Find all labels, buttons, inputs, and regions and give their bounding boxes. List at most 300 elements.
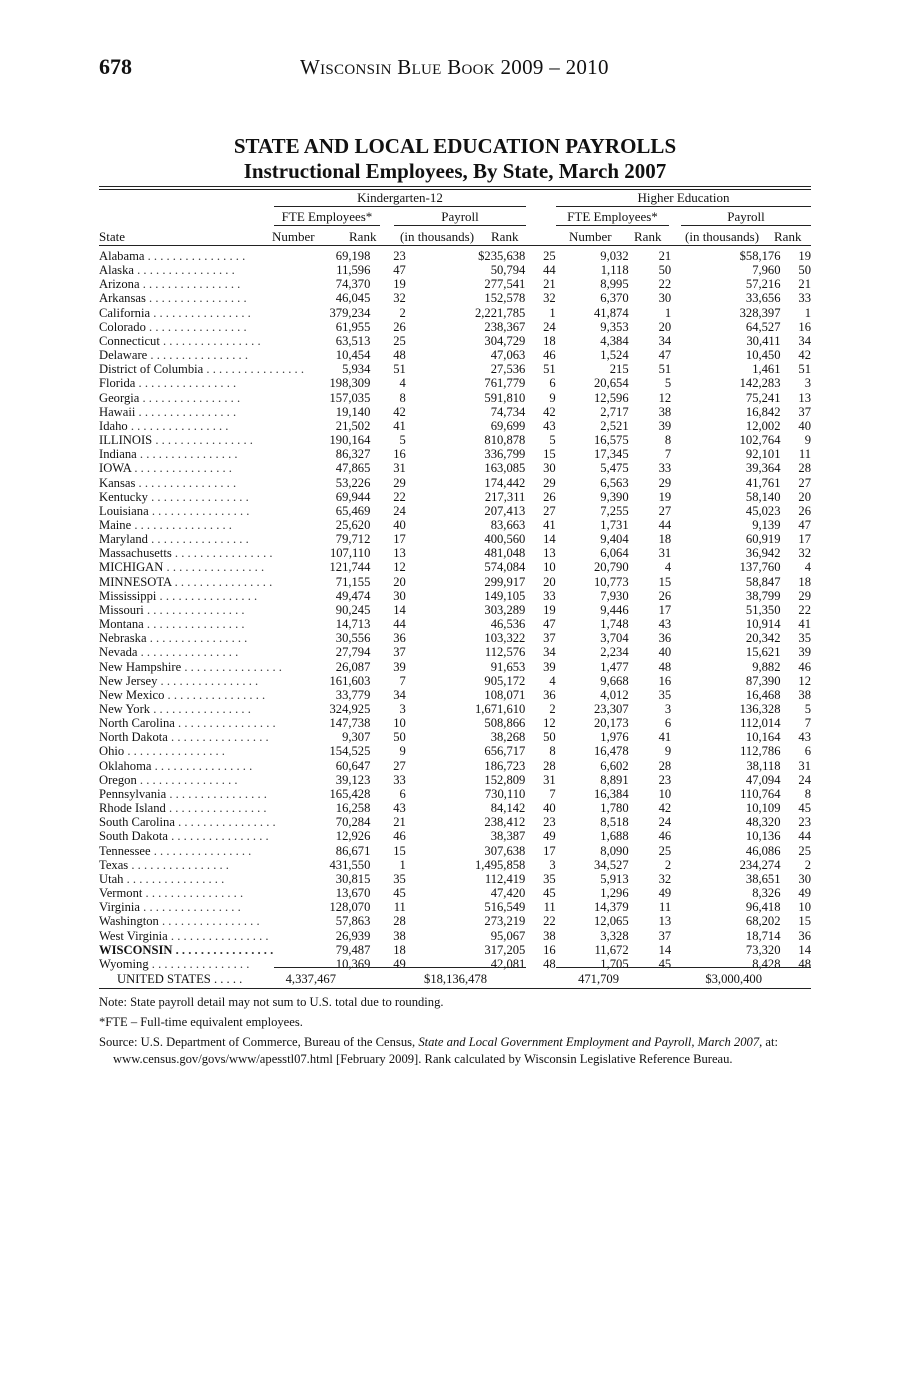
state-label: Arkansas: [99, 291, 146, 306]
cell-value: 32: [658, 871, 672, 886]
cell-value: 656,717: [484, 744, 526, 759]
cell-value: 11: [659, 900, 672, 915]
cell-value: 32: [543, 291, 556, 306]
leader-dots: . . . . . . . . . . . . . . . .: [158, 914, 260, 929]
cell-value: 38: [543, 928, 556, 943]
cell-value: 18: [658, 532, 672, 547]
cell-value: 14,713: [335, 617, 371, 632]
cell-value: 14: [543, 532, 556, 547]
cell-value: 50: [543, 730, 556, 745]
cell-value: 9,139: [752, 517, 781, 532]
cell-value: 15: [393, 843, 406, 858]
cell-value: 31: [798, 758, 811, 773]
cell-value: 30,556: [335, 631, 371, 646]
note-source: [99, 1034, 811, 1068]
cell-value: 304,729: [484, 333, 526, 348]
leader-dots: . . . . . . . . . . . . . . . .: [136, 447, 238, 462]
cell-value: 42: [658, 801, 672, 816]
cell-value: 30: [798, 871, 811, 886]
cell-value: 2,234: [600, 645, 629, 660]
cell-value: 79,487: [335, 942, 371, 957]
cell-value: 17,345: [593, 447, 629, 462]
table-row: [99, 716, 811, 730]
running-head-w-rest: isconsin: [320, 55, 392, 79]
cell-value: 8: [664, 433, 672, 448]
state-label: Georgia: [99, 390, 140, 405]
col-k12-rank: Rank: [349, 229, 377, 244]
table-row: [99, 546, 811, 560]
table-row: [99, 263, 811, 277]
he-payroll-underline: [681, 225, 811, 226]
state-name: [99, 801, 307, 815]
cell-value: 142,283: [739, 376, 781, 391]
note-fte: *FTE – Full-time equivalent employees.: [99, 1015, 303, 1029]
state-name: [99, 773, 307, 787]
state-label: North Dakota: [99, 730, 168, 745]
header-rule: [99, 245, 811, 246]
table-row: [99, 801, 811, 815]
leader-dots: . . . . . . . . . . . . . . . .: [150, 843, 252, 858]
leader-dots: . . . . . . . . . . . . . . . .: [131, 461, 232, 476]
cell-value: 27,536: [490, 362, 526, 377]
cell-value: 41,761: [745, 475, 781, 490]
state-name: [99, 858, 307, 872]
cell-value: 336,799: [484, 447, 526, 462]
cell-value: 28: [543, 758, 556, 773]
cell-value: 49: [393, 956, 406, 971]
cell-value: 299,917: [484, 574, 526, 589]
cell-value: 26: [543, 489, 556, 504]
cell-value: 92,101: [745, 447, 781, 462]
table-row: [99, 631, 811, 645]
leader-dots: . . . . . . . . . . . . . . . .: [140, 900, 241, 915]
cell-value: 9,446: [600, 602, 629, 617]
cell-value: 9,390: [600, 489, 629, 504]
leader-dots: . . . . . . . . . . . . . . . .: [137, 645, 239, 660]
running-head: [300, 55, 609, 80]
state-label: Rhode Island: [99, 801, 166, 816]
cell-value: 10,914: [745, 617, 781, 632]
table-row: [99, 476, 811, 490]
cell-value: 17: [658, 602, 672, 617]
state-name: [99, 844, 307, 858]
cell-value: 42: [393, 404, 406, 419]
cell-value: 20: [393, 574, 406, 589]
cell-value: 431,550: [329, 857, 371, 872]
cell-value: 34: [393, 687, 406, 702]
cell-value: 68,202: [745, 914, 781, 929]
cell-value: 112,576: [484, 645, 526, 660]
cell-value: 9: [804, 433, 811, 448]
cell-value: 761,779: [484, 376, 526, 391]
cell-value: 3: [664, 702, 672, 716]
cell-value: 40: [393, 517, 406, 532]
cell-value: 7: [399, 673, 406, 688]
title-line2: Instructional Employees, By State, March 2007: [243, 159, 667, 183]
cell-value: 71,155: [335, 574, 371, 589]
state-name: [99, 886, 307, 900]
cell-value: 16: [798, 319, 811, 334]
state-name: [99, 631, 307, 645]
source-title: State and Local Government Employment and Payroll, March 2007,: [418, 1035, 763, 1049]
state-name: [99, 702, 307, 716]
cell-value: 51: [543, 362, 556, 377]
leader-dots: . . . . . . . . . . . . . . . .: [147, 489, 249, 504]
state-label: South Dakota: [99, 829, 168, 844]
cell-value: 14: [798, 942, 811, 957]
cell-value: 23: [543, 815, 556, 830]
state-name: [99, 447, 307, 461]
leader-dots: . . . . . . . . . . . . . . . .: [123, 871, 225, 886]
cell-value: 9,307: [342, 730, 371, 745]
cell-value: 45: [658, 956, 672, 971]
cell-value: 30: [543, 461, 556, 476]
leader-dots: . . . . . . . . . . . . . . . .: [147, 348, 248, 363]
cell-value: 22: [393, 489, 406, 504]
he-total-rule: [556, 967, 811, 968]
cell-value: 190,164: [329, 433, 371, 448]
state-name: [99, 362, 307, 376]
leader-dots: . . . . . . . . . . . . . . . .: [174, 716, 276, 731]
table-row: [99, 872, 811, 886]
cell-value: 47: [798, 517, 811, 532]
cell-value: $235,638: [478, 249, 526, 263]
cell-value: 43: [543, 418, 556, 433]
cell-value: 5: [664, 376, 672, 391]
cell-value: 45: [798, 801, 811, 816]
table-row: [99, 688, 811, 702]
state-label: Wyoming: [99, 956, 149, 971]
cell-value: 86,327: [335, 447, 371, 462]
cell-value: 10: [393, 716, 406, 731]
cell-value: 73,320: [745, 942, 781, 957]
cell-value: 21,502: [335, 418, 371, 433]
cell-value: 4: [549, 673, 556, 688]
state-label: Mississippi: [99, 588, 157, 603]
state-name: [99, 249, 307, 263]
cell-value: 1: [549, 305, 556, 320]
cell-value: 1,118: [600, 263, 629, 278]
state-label: Montana: [99, 617, 144, 632]
cell-value: 47,063: [490, 348, 526, 363]
cell-value: 5,934: [342, 362, 371, 377]
cell-value: 36: [658, 631, 672, 646]
state-label: Florida: [99, 376, 136, 391]
cell-value: 57,216: [745, 277, 781, 292]
cell-value: 16: [393, 447, 406, 462]
k12-fte-underline: [274, 225, 380, 226]
cell-value: 10,109: [745, 801, 781, 816]
leader-dots: . . . . . . . . . . . . . . . .: [150, 702, 251, 716]
cell-value: 17: [543, 843, 556, 858]
state-name: [99, 291, 307, 305]
table-row: [99, 405, 811, 419]
cell-value: 8,090: [600, 843, 629, 858]
table-row: [99, 249, 811, 263]
leader-dots: . . . . . . . . . . . . . . . .: [146, 631, 248, 646]
cell-value: 112,786: [740, 744, 781, 759]
running-head-b2-rest: ook: [461, 55, 495, 79]
state-label: Kansas: [99, 475, 136, 490]
cell-value: 38: [798, 687, 811, 702]
state-name: [99, 560, 307, 574]
cell-value: 33,656: [745, 291, 781, 306]
cell-value: 96,418: [745, 900, 781, 915]
cell-value: 10: [798, 900, 811, 915]
cell-value: 8: [399, 390, 406, 405]
state-label: California: [99, 305, 151, 320]
cell-value: 35: [543, 871, 556, 886]
cell-value: 18: [543, 333, 556, 348]
state-name: [99, 589, 307, 603]
cell-value: 46: [543, 348, 556, 363]
cell-value: 112,419: [484, 871, 526, 886]
cell-value: 18: [798, 574, 811, 589]
cell-value: 13,670: [335, 886, 371, 901]
leader-dots: . . . . . . . . . . . . . . . .: [148, 956, 250, 971]
cell-value: 6: [399, 786, 406, 801]
cell-value: 12: [658, 390, 672, 405]
cell-value: 31: [393, 461, 406, 476]
cell-value: 14,379: [593, 900, 629, 915]
cell-value: 186,723: [484, 758, 526, 773]
state-name: [99, 575, 307, 589]
cell-value: 83,663: [490, 517, 526, 532]
table-row: [99, 320, 811, 334]
leader-dots: . . . . . . . . . . . . . . . .: [142, 886, 244, 901]
leader-dots: . . . . . . . . . . . . . . . .: [124, 744, 225, 759]
cell-value: 49,474: [335, 588, 371, 603]
state-label: Louisiana: [99, 503, 149, 518]
state-label: Texas: [99, 857, 129, 872]
leader-dots: . . . . . . . . . . . . . . . .: [136, 772, 238, 787]
running-head-b2: B: [447, 55, 462, 79]
table-row: [99, 773, 811, 787]
cell-value: 11: [543, 900, 556, 915]
table-row: [99, 518, 811, 532]
state-label: New Mexico: [99, 687, 165, 702]
table-row: [99, 914, 811, 928]
cell-value: 39,123: [335, 772, 371, 787]
table-row: [99, 419, 811, 433]
leader-dots: . . . . . . . . . . . . . . . .: [165, 801, 267, 816]
cell-value: 16: [658, 673, 672, 688]
cell-value: 10: [658, 786, 672, 801]
cell-value: 47,865: [335, 461, 371, 476]
he-fte-underline: [556, 225, 669, 226]
table-row: [99, 447, 811, 461]
cell-value: 48: [658, 659, 672, 674]
cell-value: 12,002: [745, 418, 781, 433]
cell-value: 1,976: [600, 730, 629, 745]
cell-value: 38: [393, 928, 406, 943]
cell-value: 28: [658, 758, 672, 773]
state-label: Connecticut: [99, 333, 160, 348]
running-head-years: 2009 – 2010: [500, 55, 609, 79]
cell-value: 5: [399, 433, 406, 448]
state-name: [99, 744, 307, 758]
cell-value: 70,284: [335, 815, 371, 830]
cell-value: 74,734: [490, 404, 526, 419]
state-label: Maryland: [99, 532, 148, 547]
cell-value: 234,274: [739, 857, 781, 872]
state-name: [99, 320, 307, 334]
cell-value: 6,064: [600, 546, 629, 561]
cell-value: 8,518: [600, 815, 629, 830]
cell-value: 11: [798, 447, 811, 462]
table-row: [99, 291, 811, 305]
leader-dots: . . . . . . . . . . . . . . . .: [156, 588, 258, 603]
cell-value: 273,219: [484, 914, 526, 929]
cell-value: 44: [658, 517, 672, 532]
cell-value: 29: [393, 475, 406, 490]
cell-value: 38,387: [490, 829, 526, 844]
k12-payroll-header: Payroll: [441, 209, 479, 224]
cell-value: 165,428: [329, 786, 371, 801]
leader-dots: . . . . . . . . . . . . . . . .: [181, 659, 282, 674]
leader-dots: . . . . . . . . . . . . . . . .: [159, 333, 261, 348]
cell-value: 174,442: [484, 475, 526, 490]
table-row: [99, 490, 811, 504]
cell-value: 32: [393, 291, 406, 306]
state-label: Washington: [99, 914, 159, 929]
state-name: [99, 617, 307, 631]
higher-underline: [556, 206, 811, 207]
state-label: Oklahoma: [99, 758, 152, 773]
note-rounding: Note: State payroll detail may not sum to U.S. total due to rounding.: [99, 995, 444, 1009]
cell-value: 147,738: [329, 716, 371, 731]
cell-value: 5: [549, 433, 556, 448]
cell-value: 1,477: [600, 659, 629, 674]
cell-value: 49: [798, 886, 811, 901]
cell-value: 23: [798, 815, 811, 830]
cell-value: 3,704: [600, 631, 629, 646]
table-row: [99, 391, 811, 405]
cell-value: 34,527: [593, 857, 629, 872]
cell-value: 47: [658, 348, 672, 363]
state-label: Maine: [99, 517, 132, 532]
cell-value: 40: [658, 645, 672, 660]
cell-value: 61,955: [335, 319, 371, 334]
cell-value: 36,942: [745, 546, 781, 561]
table-row: [99, 334, 811, 348]
cell-value: 905,172: [484, 673, 526, 688]
cell-value: 27: [658, 503, 672, 518]
cell-value: 20,173: [593, 716, 629, 731]
cell-value: 20: [658, 319, 672, 334]
cell-value: 19: [798, 249, 811, 263]
cell-value: 46: [798, 659, 811, 674]
cell-value: 26: [658, 588, 672, 603]
cell-value: 26,939: [335, 928, 371, 943]
cell-value: 11,672: [594, 942, 629, 957]
cell-value: 10,164: [745, 730, 781, 745]
state-name: [99, 929, 307, 943]
table-row: [99, 929, 811, 943]
cell-value: 1,524: [600, 348, 629, 363]
state-label: South Carolina: [99, 815, 175, 830]
total-label: UNITED STATES . . . . .: [117, 972, 243, 986]
cell-value: 79,712: [335, 532, 371, 547]
state-label: District of Columbia: [99, 362, 204, 377]
state-label: New Jersey: [99, 673, 158, 688]
state-label: North Carolina: [99, 716, 175, 731]
cell-value: 41,874: [593, 305, 629, 320]
col-he-rank: Rank: [634, 229, 662, 244]
cell-value: 47: [393, 263, 406, 278]
cell-value: $58,176: [739, 249, 781, 263]
state-label: Massachusetts: [99, 546, 172, 561]
cell-value: 324,925: [329, 702, 371, 716]
cell-value: 1: [399, 857, 406, 872]
cell-value: 207,413: [484, 503, 526, 518]
leader-dots: . . . . . . . . . . . . . . . .: [167, 928, 269, 943]
state-label: IOWA: [99, 461, 132, 476]
cell-value: 8,891: [600, 772, 629, 787]
cell-value: 40: [543, 801, 556, 816]
cell-value: 303,289: [484, 602, 526, 617]
cell-value: 44: [543, 263, 556, 278]
cell-value: 13: [658, 914, 672, 929]
table-row: [99, 433, 811, 447]
state-label: Nebraska: [99, 631, 147, 646]
cell-value: 16,575: [593, 433, 629, 448]
title-line1: STATE AND LOCAL EDUCATION PAYROLLS: [233, 134, 677, 158]
cell-value: 23: [393, 249, 406, 263]
cell-value: 1,461: [752, 362, 781, 377]
cell-value: 60,919: [745, 532, 781, 547]
cell-value: 21: [543, 277, 556, 292]
table-row: [99, 858, 811, 872]
cell-value: 2: [549, 702, 556, 716]
cell-value: 198,309: [329, 376, 371, 391]
state-name: [99, 872, 307, 886]
cell-value: 31: [658, 546, 672, 561]
cell-value: 11,596: [336, 263, 371, 278]
leader-dots: . . . . . . . . . . . . . . . .: [145, 319, 247, 334]
cell-value: 152,578: [484, 291, 526, 306]
cell-value: 102,764: [739, 433, 781, 448]
cell-value: 36: [393, 631, 406, 646]
state-label: MICHIGAN: [99, 560, 164, 575]
leader-dots: . . . . . . . . . . . . . . . .: [145, 291, 247, 306]
cell-value: 63,513: [335, 333, 371, 348]
table-row: [99, 759, 811, 773]
cell-value: 41: [798, 617, 811, 632]
cell-value: 51: [393, 362, 406, 377]
table-row: [99, 957, 811, 971]
cell-value: 60,647: [335, 758, 371, 773]
cell-value: 24: [543, 319, 556, 334]
state-label: Tennessee: [99, 843, 151, 858]
cell-value: 1,296: [600, 886, 629, 901]
state-name: [99, 476, 307, 490]
cell-value: 48: [393, 348, 406, 363]
cell-value: 39: [798, 645, 811, 660]
table-row: [99, 787, 811, 801]
cell-value: 25: [798, 843, 811, 858]
cell-value: 46,536: [490, 617, 526, 632]
cell-value: 12,065: [593, 914, 629, 929]
table-row: [99, 306, 811, 320]
table-row: [99, 900, 811, 914]
table-row: [99, 943, 811, 957]
cell-value: 9,882: [752, 659, 781, 674]
cell-value: 45: [393, 886, 406, 901]
cell-value: 18: [393, 942, 406, 957]
state-name: [99, 674, 307, 688]
cell-value: 12,926: [335, 829, 371, 844]
